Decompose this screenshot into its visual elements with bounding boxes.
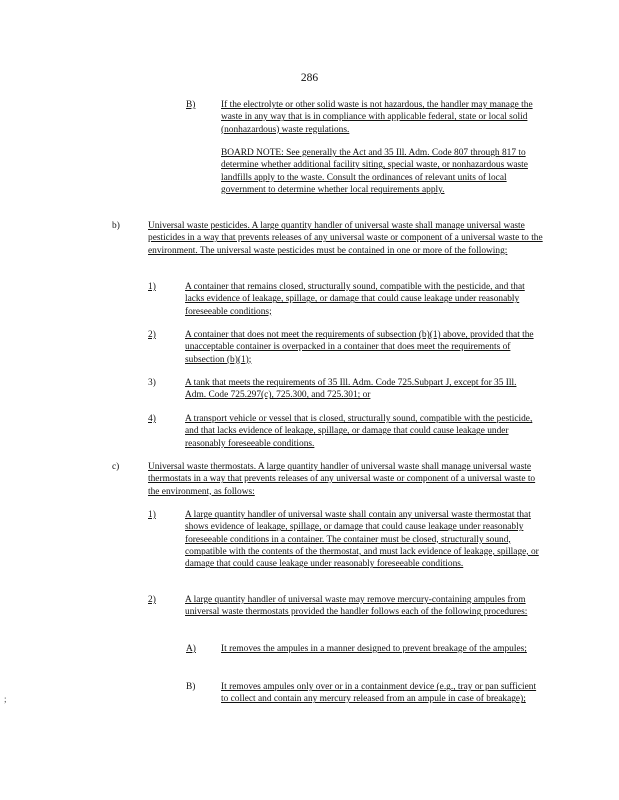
item-b-text: Universal waste pesticides. A large quantity handler of universal waste shall manage universal waste pesticides in a way that prevents releases of any universal waste or component of a universal waste to the environment. The universal waste pesticides must be contained in one or more of the following: bbox=[148, 221, 543, 256]
item-c2A-label: A) bbox=[186, 644, 196, 654]
item-b-label: b) bbox=[112, 221, 120, 231]
item-c1-label: 1) bbox=[148, 510, 156, 520]
item-b3-label: 3) bbox=[148, 378, 156, 388]
margin-mark: ; bbox=[4, 694, 7, 704]
item-c-label: c) bbox=[112, 462, 120, 472]
item-b1-text: A container that remains closed, structurally sound, compatible with the pesticide, and that lacks evidence of leakage, spillage, or damage that could cause leakage under reasonably foreseeable conditions; bbox=[185, 282, 525, 317]
item-b4-label: 4) bbox=[148, 414, 156, 424]
item-b3-text: A tank that meets the requirements of 35 Ill. Adm. Code 725.Subpart J, except for 35 Ill. Adm. Code 725.297(c), 725.300, and 725.301; or bbox=[185, 378, 517, 401]
item-a2B-label: B) bbox=[186, 100, 196, 110]
item-c2B-label: B) bbox=[186, 682, 196, 692]
item-b1-label: 1) bbox=[148, 282, 156, 292]
item-c2A-text: It removes the ampules in a manner designed to prevent breakage of the ampules; bbox=[221, 644, 527, 654]
item-c2-text: A large quantity handler of universal waste may remove mercury-containing ampules from universal waste thermostats provided the handler follows each of the following procedures: bbox=[185, 595, 528, 618]
item-c2-label: 2) bbox=[148, 595, 156, 605]
item-c1-text: A large quantity handler of universal waste shall contain any universal waste thermostat that shows evidence of leakage, spillage, or damage that could cause leakage under reasonably foreseeable conditions in a container. The container must be closed, structurally sound, compatible with the contents of the thermostat, and must lack evidence of leakage, spillage, or damage that could cause leakage under reasonably foreseeable conditions. bbox=[185, 510, 539, 570]
item-c2B-text: It removes ampules only over or in a containment device (e.g., tray or pan sufficient to collect and contain any mercury released from an ampule in case of breakage); bbox=[221, 682, 537, 705]
item-b2-label: 2) bbox=[148, 330, 156, 340]
item-a2B-text: If the electrolyte or other solid waste is not hazardous, the handler may manage the waste in any way that is in compliance with applicable federal, state or local solid (nonhazardous) waste regulations. bbox=[221, 100, 533, 135]
item-b2-text: A container that does not meet the requirements of subsection (b)(1) above, provided that the unacceptable container is overpacked in a container that does meet the requirements of subsection (b)(1); bbox=[185, 330, 534, 365]
item-c-text: Universal waste thermostats. A large quantity handler of universal waste shall manage universal waste thermostats in a way that prevents releases of any universal waste or component of a universal waste to the environment, as follows: bbox=[148, 462, 536, 497]
item-b4-text: A transport vehicle or vessel that is closed, structurally sound, compatible with the pesticide, and that lacks evidence of leakage, spillage, or damage that could cause leakage under reasonably foreseeable conditions. bbox=[185, 414, 533, 449]
board-note: BOARD NOTE: See generally the Act and 35 Ill. Adm. Code 807 through 817 to determine whether additional facility siting, special waste, or nonhazardous waste landfills apply to the waste. Consult the ordinances of relevant units of local government to determine whether local requirements apply. bbox=[221, 148, 528, 195]
page-number: 286 bbox=[300, 72, 319, 84]
